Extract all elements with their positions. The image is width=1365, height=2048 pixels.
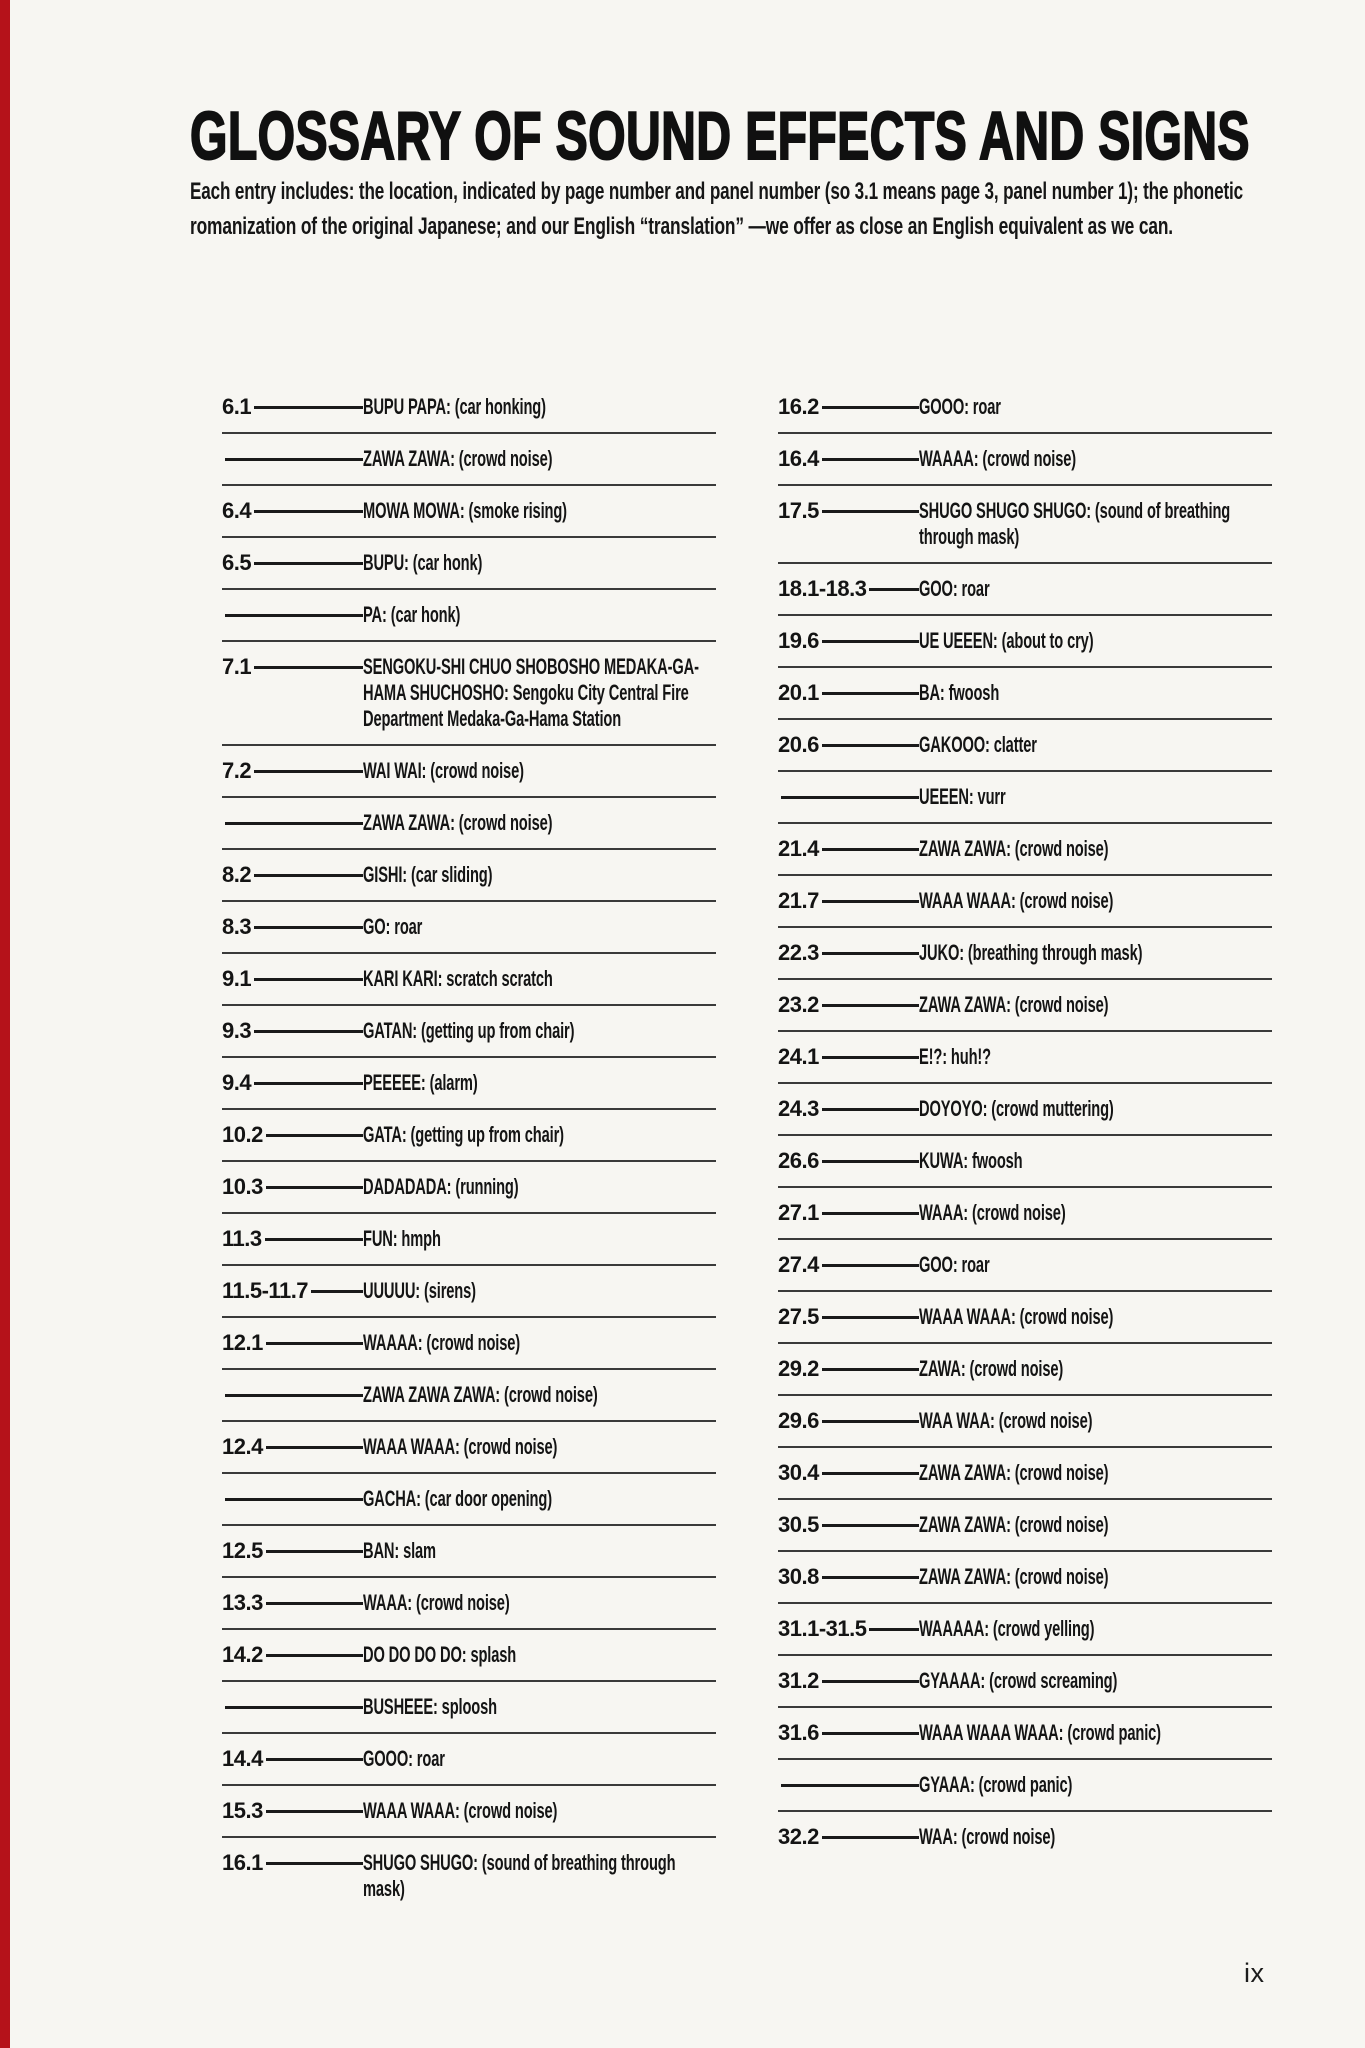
entry-leader-line: [822, 1368, 919, 1371]
entry-location: 10.2: [222, 1122, 263, 1147]
entry-lead: [222, 1642, 363, 1668]
glossary-column-left: [222, 382, 716, 1914]
entry-lead: [778, 446, 919, 472]
entry-text: WAAA: (crowd noise): [919, 1200, 1066, 1225]
entry-location: 29.6: [778, 1408, 819, 1433]
entry-lead: [778, 732, 919, 758]
entry-leader-line: [822, 1420, 919, 1423]
glossary-entry: [222, 900, 716, 952]
entry-location: 6.4: [222, 498, 252, 523]
entry-location: 16.2: [778, 394, 819, 419]
glossary-entry: [222, 1836, 716, 1914]
entry-leader-line: [822, 1576, 919, 1579]
entry-leader-line: [266, 1134, 363, 1137]
book-spine-strip: [0, 0, 10, 2048]
entry-lead: [778, 1720, 919, 1746]
entry-lead: [222, 758, 363, 784]
glossary-entry: [778, 978, 1272, 1030]
entry-leader-line: [266, 1654, 363, 1657]
entry-leader-line: [254, 978, 363, 981]
entry-text: GOOO: roar: [919, 394, 1001, 419]
entry-location: 24.3: [778, 1096, 819, 1121]
entry-text: WAI WAI: (crowd noise): [363, 758, 524, 783]
entry-text: ZAWA ZAWA: (crowd noise): [919, 1564, 1109, 1589]
entry-text: GATA: (getting up from chair): [363, 1122, 564, 1147]
entry-lead: [222, 1018, 363, 1044]
entry-lead: [222, 1122, 363, 1148]
entry-location: 30.5: [778, 1512, 819, 1537]
entry-leader-line: [254, 874, 363, 877]
entry-leader-line: [266, 1342, 363, 1345]
entry-lead: [222, 1174, 363, 1200]
entry-leader-line: [266, 1550, 363, 1553]
entry-text: GYAAA: (crowd panic): [919, 1772, 1073, 1797]
glossary-entry: [222, 1680, 716, 1732]
entry-lead: [778, 784, 919, 810]
entry-leader-line: [822, 744, 919, 747]
entry-lead: [222, 1434, 363, 1460]
entry-lead: [222, 1226, 363, 1252]
glossary-entry: [778, 666, 1272, 718]
entry-lead: [222, 498, 363, 524]
entry-text: PA: (car honk): [363, 602, 461, 627]
entry-lead: [222, 602, 363, 628]
entry-text: GATAN: (getting up from chair): [363, 1018, 575, 1043]
glossary-entry: [222, 1472, 716, 1524]
entry-location: 27.5: [778, 1304, 819, 1329]
entry-location: 16.1: [222, 1850, 263, 1875]
entry-text: WAAA WAAA: (crowd noise): [363, 1798, 558, 1823]
entry-lead: [778, 1668, 919, 1694]
entry-location: 15.3: [222, 1798, 263, 1823]
entry-leader-line: [822, 1472, 919, 1475]
entry-lead: [778, 498, 919, 524]
entry-text: WAAA WAAA WAAA: (crowd panic): [919, 1720, 1161, 1745]
entry-location: 9.4: [222, 1070, 252, 1095]
entry-text: DO DO DO DO: splash: [363, 1642, 517, 1667]
glossary-entry: [222, 744, 716, 796]
entry-leader-line: [781, 796, 919, 799]
entry-location: 24.1: [778, 1044, 819, 1069]
entry-lead: [222, 966, 363, 992]
glossary-entry: [778, 1030, 1272, 1082]
entry-lead: [222, 654, 363, 680]
entry-lead: [778, 628, 919, 654]
glossary-entry: [222, 1732, 716, 1784]
entry-lead: [222, 1278, 363, 1304]
glossary-entry: [778, 1498, 1272, 1550]
glossary-entry: [778, 1186, 1272, 1238]
entry-text: ZAWA ZAWA ZAWA: (crowd noise): [363, 1382, 598, 1407]
glossary-entry: [778, 1290, 1272, 1342]
entry-location: 12.5: [222, 1538, 263, 1563]
entry-leader-line: [822, 848, 919, 851]
entry-leader-line: [266, 1758, 363, 1761]
glossary-entry: [778, 1394, 1272, 1446]
entry-location: 18.1-18.3: [778, 576, 867, 601]
entry-lead: [222, 1538, 363, 1564]
entry-lead: [222, 1798, 363, 1824]
entry-leader-line: [225, 1394, 363, 1397]
glossary-entry: [778, 926, 1272, 978]
entry-leader-line: [254, 770, 363, 773]
entry-leader-line: [225, 822, 363, 825]
entry-lead: [778, 1148, 919, 1174]
entry-leader-line: [265, 1238, 363, 1241]
entry-lead: [222, 394, 363, 420]
entry-text: GAKOOO: clatter: [919, 732, 1037, 757]
glossary-entry: [778, 614, 1272, 666]
entry-text: WAAA WAAA: (crowd noise): [919, 888, 1114, 913]
entry-text: GO: roar: [363, 914, 423, 939]
glossary-entry: [778, 1810, 1272, 1862]
glossary-entry: [778, 432, 1272, 484]
entry-text: ZAWA ZAWA: (crowd noise): [919, 1512, 1109, 1537]
entry-leader-line: [266, 1446, 363, 1449]
entry-location: 29.2: [778, 1356, 819, 1381]
entry-lead: [222, 1850, 363, 1876]
entry-location: 12.1: [222, 1330, 263, 1355]
entry-lead: [222, 862, 363, 888]
entry-leader-line: [266, 1810, 363, 1813]
glossary-entry: [778, 1706, 1272, 1758]
entry-lead: [778, 888, 919, 914]
entry-lead: [778, 680, 919, 706]
entry-lead: [778, 1044, 919, 1070]
entry-leader-line: [254, 510, 363, 513]
entry-location: 30.8: [778, 1564, 819, 1589]
glossary-entry: [222, 1160, 716, 1212]
glossary-entry: [778, 484, 1272, 562]
entry-leader-line: [311, 1290, 363, 1293]
glossary-entry: [778, 770, 1272, 822]
entry-lead: [222, 810, 363, 836]
glossary-entry: [222, 1056, 716, 1108]
entry-text: ZAWA ZAWA: (crowd noise): [919, 992, 1109, 1017]
entry-lead: [222, 1590, 363, 1616]
intro-line-1: Each entry includes: the location, indicated by page number and panel number (so 3.1 means page 3, panel number 1); the phonetic: [190, 178, 1243, 205]
entry-location: 16.4: [778, 446, 819, 471]
entry-location: 11.5-11.7: [222, 1278, 309, 1303]
entry-leader-line: [822, 640, 919, 643]
glossary-entry: [778, 1446, 1272, 1498]
glossary-entry: [778, 382, 1272, 432]
entry-text: WAAAAA: (crowd yelling): [919, 1616, 1095, 1641]
entry-text: SHUGO SHUGO SHUGO: (sound of breathing through mask): [919, 498, 1231, 549]
entry-location: 12.4: [222, 1434, 263, 1459]
entry-leader-line: [225, 614, 363, 617]
glossary-entry: [222, 1212, 716, 1264]
entry-text: MOWA MOWA: (smoke rising): [363, 498, 567, 523]
glossary-entry: [222, 1628, 716, 1680]
entry-leader-line: [822, 1524, 919, 1527]
entry-text: UUUUU: (sirens): [363, 1278, 476, 1303]
entry-text: KUWA: fwoosh: [919, 1148, 1023, 1173]
entry-leader-line: [822, 1264, 919, 1267]
glossary-entry: [222, 1420, 716, 1472]
entry-lead: [778, 1356, 919, 1382]
entry-lead: [778, 1252, 919, 1278]
entry-location: 6.1: [222, 394, 252, 419]
entry-text: BAN: slam: [363, 1538, 436, 1563]
entry-text: SENGOKU-SHI CHUO SHOBOSHO MEDAKA-GA-HAMA SHUCHOSHO: Sengoku City Central Fire Department Medaka-Ga-Hama Station: [363, 654, 699, 731]
entry-leader-line: [266, 1186, 363, 1189]
entry-lead: [778, 1304, 919, 1330]
entry-location: 17.5: [778, 498, 819, 523]
glossary-entry: [778, 1238, 1272, 1290]
entry-lead: [778, 1616, 919, 1642]
glossary-entry: [222, 952, 716, 1004]
entry-text: ZAWA: (crowd noise): [919, 1356, 1064, 1381]
entry-text: WAAA WAAA: (crowd noise): [363, 1434, 558, 1459]
entry-location: 20.1: [778, 680, 819, 705]
entry-leader-line: [254, 562, 363, 565]
glossary-entry: [778, 822, 1272, 874]
entry-text: PEEEEE: (alarm): [363, 1070, 478, 1095]
glossary-entry: [222, 1316, 716, 1368]
entry-location: 19.6: [778, 628, 819, 653]
entry-lead: [778, 1772, 919, 1798]
entry-leader-line: [822, 458, 919, 461]
entry-text: UEEEN: vurr: [919, 784, 1006, 809]
entry-text: GISHI: (car sliding): [363, 862, 493, 887]
entry-location: 20.6: [778, 732, 819, 757]
entry-lead: [778, 576, 919, 602]
entry-text: ZAWA ZAWA: (crowd noise): [919, 1460, 1109, 1485]
entry-location: 14.2: [222, 1642, 263, 1667]
entry-text: GOO: roar: [919, 576, 990, 601]
entry-leader-line: [781, 1784, 919, 1787]
glossary-column-right: [778, 382, 1272, 1862]
entry-leader-line: [822, 1680, 919, 1683]
glossary-entry: [222, 640, 716, 744]
entry-leader-line: [254, 1030, 363, 1033]
entry-lead: [222, 1070, 363, 1096]
entry-location: 31.1-31.5: [778, 1616, 867, 1641]
entry-lead: [778, 836, 919, 862]
entry-text: WAAAA: (crowd noise): [919, 446, 1077, 471]
entry-text: BA: fwoosh: [919, 680, 1000, 705]
entry-lead: [222, 446, 363, 472]
entry-lead: [778, 992, 919, 1018]
entry-leader-line: [822, 1316, 919, 1319]
entry-text: BUPU: (car honk): [363, 550, 483, 575]
entry-text: WAAA: (crowd noise): [363, 1590, 510, 1615]
entry-location: 22.3: [778, 940, 819, 965]
entry-lead: [778, 940, 919, 966]
entry-text: GYAAAA: (crowd screaming): [919, 1668, 1118, 1693]
entry-lead: [778, 394, 919, 420]
entry-leader-line: [822, 1212, 919, 1215]
entry-location: 23.2: [778, 992, 819, 1017]
entry-text: SHUGO SHUGO: (sound of breathing through mask): [363, 1850, 676, 1901]
entry-text: ZAWA ZAWA: (crowd noise): [363, 810, 553, 835]
glossary-entry: [222, 1108, 716, 1160]
entry-text: BUSHEEE: sploosh: [363, 1694, 497, 1719]
entry-leader-line: [822, 900, 919, 903]
entry-leader-line: [822, 1108, 919, 1111]
glossary-entry: [222, 1784, 716, 1836]
entry-location: 31.2: [778, 1668, 819, 1693]
glossary-entry: [222, 1004, 716, 1056]
entry-location: 27.1: [778, 1200, 819, 1225]
entry-leader-line: [822, 1160, 919, 1163]
glossary-entry: [222, 796, 716, 848]
glossary-entry: [778, 1758, 1272, 1810]
glossary-entry: [778, 1550, 1272, 1602]
entry-lead: [778, 1200, 919, 1226]
entry-leader-line: [225, 458, 363, 461]
entry-leader-line: [822, 1056, 919, 1059]
entry-text: DADADADA: (running): [363, 1174, 519, 1199]
entry-text: E!?: huh!?: [919, 1044, 991, 1069]
entry-location: 13.3: [222, 1590, 263, 1615]
glossary-entry: [222, 1576, 716, 1628]
entry-location: 21.7: [778, 888, 819, 913]
entry-leader-line: [254, 926, 363, 929]
entry-leader-line: [822, 1836, 919, 1839]
entry-leader-line: [822, 1732, 919, 1735]
glossary-entry: [222, 484, 716, 536]
entry-lead: [778, 1564, 919, 1590]
entry-lead: [222, 1746, 363, 1772]
glossary-entry: [778, 718, 1272, 770]
entry-location: 6.5: [222, 550, 252, 575]
entry-text: FUN: hmph: [363, 1226, 441, 1251]
entry-leader-line: [254, 406, 363, 409]
entry-leader-line: [869, 588, 919, 591]
entry-location: 31.6: [778, 1720, 819, 1745]
entry-location: 8.2: [222, 862, 252, 887]
entry-location: 7.1: [222, 654, 252, 679]
entry-lead: [222, 1382, 363, 1408]
glossary-entry: [778, 562, 1272, 614]
intro-paragraph: [190, 174, 1365, 244]
entry-leader-line: [266, 1602, 363, 1605]
entry-lead: [222, 914, 363, 940]
entry-text: GACHA: (car door opening): [363, 1486, 552, 1511]
entry-location: 9.1: [222, 966, 252, 991]
entry-location: 11.3: [222, 1226, 262, 1251]
entry-lead: [778, 1824, 919, 1850]
entry-leader-line: [266, 1862, 363, 1865]
entry-lead: [222, 1486, 363, 1512]
glossary-entry: [222, 848, 716, 900]
intro-line-2: romanization of the original Japanese; and our English “translation” —we offer as close an English equivalent as we can.: [190, 213, 1173, 240]
entry-location: 10.3: [222, 1174, 263, 1199]
entry-text: ZAWA ZAWA: (crowd noise): [363, 446, 553, 471]
entry-text: JUKO: (breathing through mask): [919, 940, 1143, 965]
entry-lead: [222, 1694, 363, 1720]
glossary-entry: [222, 1524, 716, 1576]
entry-lead: [222, 550, 363, 576]
entry-text: WAA: (crowd noise): [919, 1824, 1056, 1849]
entry-text: WAAAA: (crowd noise): [363, 1330, 521, 1355]
glossary-entry: [222, 536, 716, 588]
glossary-entry: [222, 1368, 716, 1420]
entry-lead: [778, 1512, 919, 1538]
glossary-entry: [778, 874, 1272, 926]
entry-lead: [778, 1096, 919, 1122]
glossary-entry: [778, 1342, 1272, 1394]
glossary-entry: [778, 1134, 1272, 1186]
entry-text: KARI KARI: scratch scratch: [363, 966, 553, 991]
entry-lead: [222, 1330, 363, 1356]
entry-location: 14.4: [222, 1746, 263, 1771]
entry-text: GOO: roar: [919, 1252, 990, 1277]
entry-location: 9.3: [222, 1018, 252, 1043]
entry-text: DOYOYO: (crowd muttering): [919, 1096, 1114, 1121]
entry-location: 21.4: [778, 836, 819, 861]
entry-text: UE UEEEN: (about to cry): [919, 628, 1094, 653]
glossary-entry: [778, 1654, 1272, 1706]
entry-location: 7.2: [222, 758, 252, 783]
entry-leader-line: [822, 952, 919, 955]
entry-lead: [778, 1460, 919, 1486]
entry-leader-line: [869, 1628, 919, 1631]
entry-text: WAA WAA: (crowd noise): [919, 1408, 1093, 1433]
entry-leader-line: [822, 510, 919, 513]
glossary-entry: [778, 1602, 1272, 1654]
entry-leader-line: [822, 692, 919, 695]
page-number: ix: [1244, 1958, 1265, 1988]
entry-location: 26.6: [778, 1148, 819, 1173]
entry-leader-line: [822, 406, 919, 409]
entry-leader-line: [822, 1004, 919, 1007]
entry-text: ZAWA ZAWA: (crowd noise): [919, 836, 1109, 861]
entry-location: 8.3: [222, 914, 252, 939]
page-title: GLOSSARY OF SOUND EFFECTS AND SIGNS: [190, 98, 1250, 174]
entry-leader-line: [254, 1082, 363, 1085]
glossary-entry: [222, 432, 716, 484]
glossary-entry: [222, 588, 716, 640]
entry-text: GOOO: roar: [363, 1746, 445, 1771]
entry-lead: [778, 1408, 919, 1434]
entry-leader-line: [225, 1706, 363, 1709]
glossary-entry: [778, 1082, 1272, 1134]
entry-leader-line: [225, 1498, 363, 1501]
entry-location: 27.4: [778, 1252, 819, 1277]
entry-leader-line: [254, 666, 363, 669]
entry-location: 30.4: [778, 1460, 819, 1485]
entry-text: WAAA WAAA: (crowd noise): [919, 1304, 1114, 1329]
entry-text: BUPU PAPA: (car honking): [363, 394, 546, 419]
glossary-entry: [222, 382, 716, 432]
entry-location: 32.2: [778, 1824, 819, 1849]
glossary-entry: [222, 1264, 716, 1316]
